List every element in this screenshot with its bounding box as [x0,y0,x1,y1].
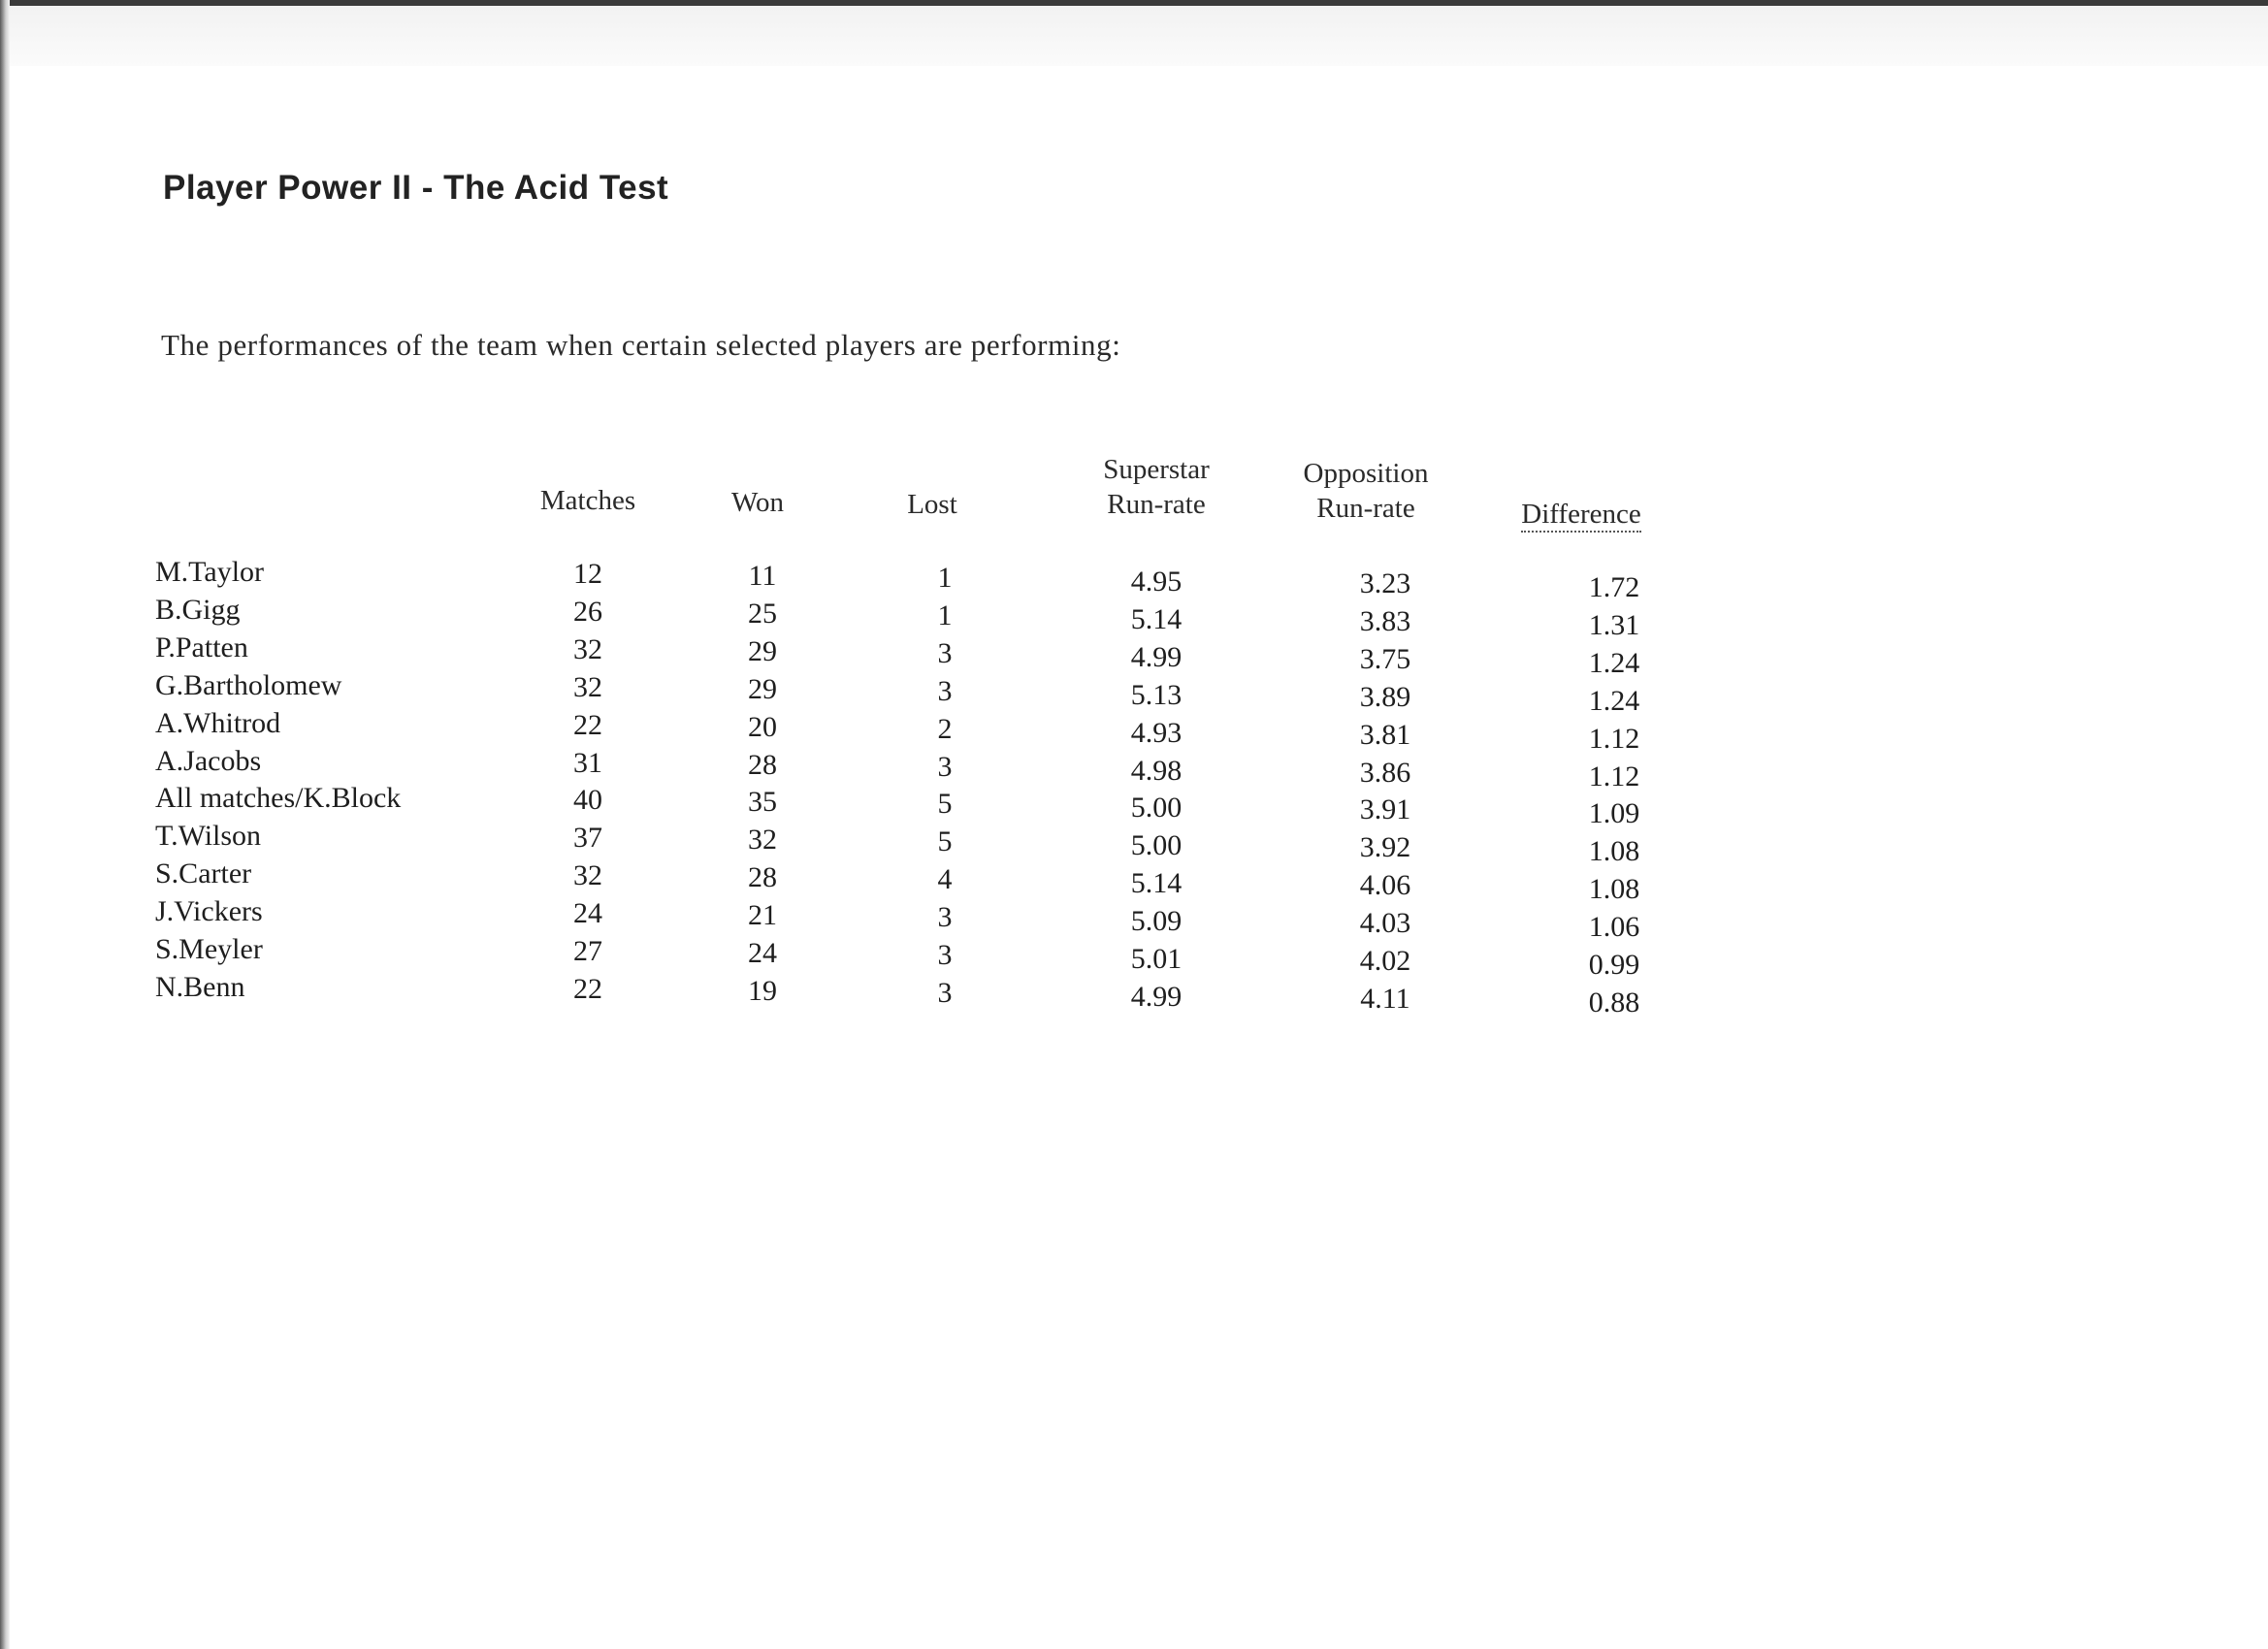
table-row [0,781,2268,830]
player-name: J.Vickers [155,895,263,928]
superstar-run-rate-value: 5.14 [1130,867,1183,900]
matches-value: 40 [573,784,602,817]
difference-value: 1.24 [1588,684,1640,717]
player-name: A.Jacobs [155,744,262,777]
player-name: B.Gigg [155,593,241,626]
lost-value: 5 [937,825,953,858]
opposition-run-rate-value: 3.92 [1359,831,1411,864]
matches-value: 24 [573,897,602,930]
superstar-run-rate-value: 4.99 [1130,980,1183,1013]
lost-value: 1 [937,598,953,631]
lost-value: 3 [937,750,953,783]
won-value: 29 [748,672,777,705]
matches-value: 32 [573,859,602,892]
won-value: 20 [748,710,777,743]
opposition-run-rate-value: 4.02 [1359,945,1411,977]
header-won-label: Won [730,487,785,518]
table-row [0,932,2268,981]
table-row [0,970,2268,1018]
difference-value: 1.12 [1588,760,1640,792]
superstar-run-rate-value: 4.93 [1130,716,1183,749]
won-value: 19 [748,974,777,1007]
table-row [0,706,2268,755]
opposition-run-rate-value: 4.06 [1359,869,1411,902]
superstar-run-rate-value: 4.98 [1130,754,1183,787]
superstar-run-rate-value: 5.00 [1130,792,1183,824]
player-name: N.Benn [155,970,245,1003]
lost-value: 3 [937,976,953,1009]
matches-value: 22 [573,708,602,741]
header-lost-label: Lost [907,489,957,520]
matches-value: 22 [573,972,602,1005]
player-name: A.Whitrod [155,706,281,739]
player-name: S.Meyler [155,933,263,965]
difference-value: 1.08 [1588,873,1640,906]
superstar-run-rate-value: 5.09 [1130,905,1183,938]
matches-value: 31 [573,746,602,779]
difference-value: 1.09 [1588,797,1640,830]
matches-value: 26 [573,595,602,628]
opposition-run-rate-value: 3.86 [1359,756,1411,789]
player-name: P.Patten [155,630,248,663]
table-row [0,894,2268,944]
player-name: S.Carter [155,857,252,890]
won-value: 28 [748,748,777,781]
opposition-run-rate-value: 3.75 [1359,642,1411,675]
lost-value: 3 [937,674,953,707]
lost-value: 3 [937,939,953,971]
difference-value: 1.06 [1588,911,1640,944]
won-value: 24 [748,937,777,969]
page-subtitle: The performances of the team when certain selected players are performing: [161,328,1121,362]
lost-value: 4 [937,863,953,896]
header-opposition-line1: Opposition [1303,458,1429,489]
lost-value: 5 [937,788,953,821]
player-name: M.Taylor [155,556,265,588]
lost-value: 3 [937,636,953,669]
superstar-run-rate-value: 4.95 [1130,566,1183,598]
superstar-run-rate-value: 5.13 [1130,678,1183,711]
won-value: 29 [748,634,777,667]
opposition-run-rate-value: 4.03 [1359,907,1411,940]
matches-value: 37 [573,822,602,855]
table-row [0,744,2268,792]
player-name: All matches/K.Block [155,782,402,815]
matches-value: 32 [573,632,602,665]
opposition-run-rate-value: 4.11 [1360,982,1410,1015]
header-superstar-line2: Run-rate [1107,489,1206,520]
opposition-run-rate-value: 3.23 [1359,567,1411,599]
won-value: 25 [748,597,777,630]
player-name: G.Bartholomew [155,668,342,701]
matches-value: 32 [573,670,602,703]
won-value: 35 [748,786,777,819]
table-row [0,668,2268,717]
lost-value: 1 [937,562,953,594]
difference-value: 1.12 [1588,722,1640,755]
difference-value: 1.08 [1588,835,1640,868]
player-name: T.Wilson [155,820,262,853]
table-row [0,630,2268,679]
difference-value: 0.88 [1588,986,1640,1018]
lost-value: 3 [937,901,953,934]
superstar-run-rate-value: 4.99 [1130,640,1183,673]
table-row [0,857,2268,906]
difference-value: 0.99 [1588,949,1640,981]
header-difference-label: Difference [1521,499,1640,533]
header-opposition-line2: Run-rate [1316,493,1415,524]
matches-value: 27 [573,935,602,967]
opposition-run-rate-value: 3.83 [1359,604,1411,637]
header-superstar-line1: Superstar [1103,454,1210,485]
opposition-run-rate-value: 3.91 [1359,793,1411,826]
opposition-run-rate-value: 3.89 [1359,680,1411,713]
won-value: 21 [748,899,777,932]
difference-value: 1.24 [1588,646,1640,679]
won-value: 11 [748,560,777,592]
superstar-run-rate-value: 5.01 [1130,943,1183,975]
won-value: 32 [748,824,777,857]
table-row [0,555,2268,603]
table-row [0,819,2268,868]
difference-value: 1.31 [1588,608,1640,641]
superstar-run-rate-value: 5.14 [1130,602,1183,635]
matches-value: 12 [573,558,602,590]
header-matches-label: Matches [539,485,636,516]
lost-value: 2 [937,712,953,745]
page-title: Player Power II - The Acid Test [163,169,669,207]
table-row [0,593,2268,641]
difference-value: 1.72 [1588,571,1640,603]
superstar-run-rate-value: 5.00 [1130,829,1183,862]
won-value: 28 [748,861,777,894]
opposition-run-rate-value: 3.81 [1359,718,1411,751]
